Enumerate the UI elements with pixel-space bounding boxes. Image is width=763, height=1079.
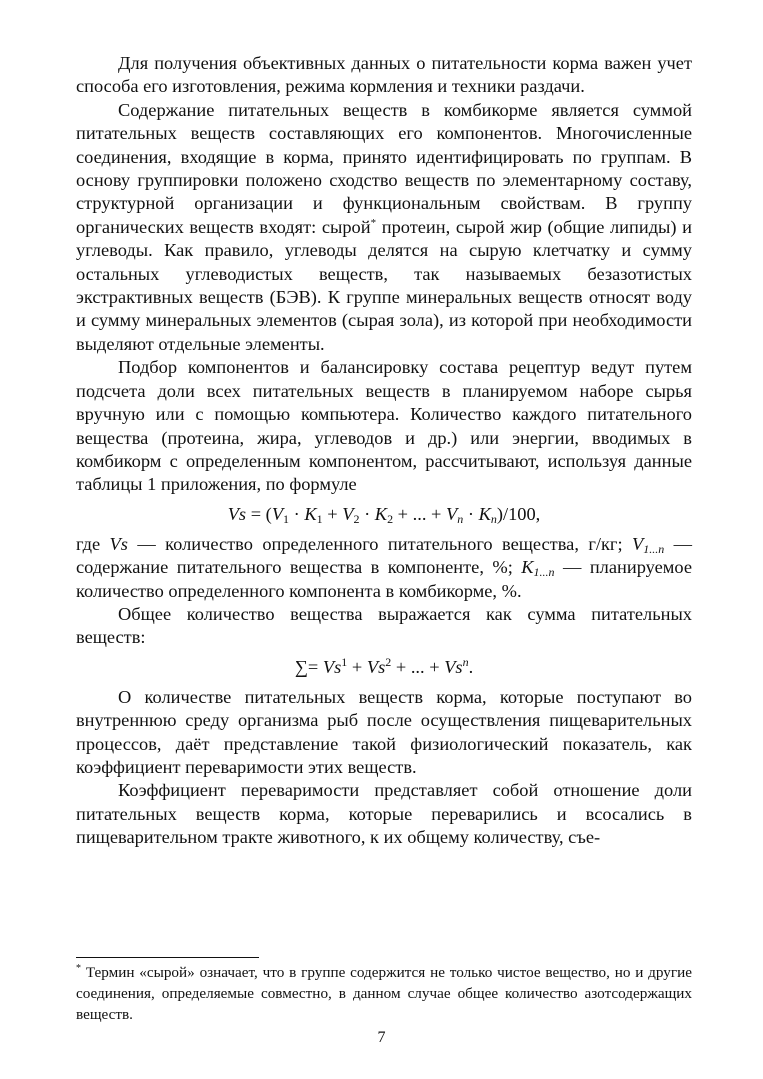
footnote-marker: * — [370, 216, 377, 229]
formula-sum: ∑= $Vs^1 + Vs^2$ + ... + $Vs^n$. — [294, 654, 474, 677]
page-body — [76, 52, 692, 850]
paragraph-formula-legend: где Vs — количество определенного питательного вещества, г/кг; $V_{1...n}$ — содержание питательного вещества в компоненте, %; $K_{1...n}$ — планируемое количество определенного компонента в комбикорме, %. — [76, 533, 692, 601]
paragraph-digestibility-intro: О количестве питательных веществ корма, которые поступают во внутреннюю среду организма рыб после осуществления пищеварительных процессов, даёт представление такой физиологический показатель, как коэффициент переваримости этих веществ. — [76, 686, 692, 777]
paragraph-text: протеин, сырой жир (общие липиды) и углеводы. Как правило, углеводы делятся на сырую клетчатку и сумму остальных углеводистых веществ, так называемых безазотистых экстрактивных веществ (БЭВ). К группе минеральных веществ относят воду и сумму минеральных элементов (сырая зола), из которой при необходимости выделяют отдельные элементы. — [76, 216, 692, 354]
formula-vs: $Vs = (V_1 \cdot K_1 + V_2 \cdot K_2$ + ... + $V_n \cdot K_n)/100$, — [227, 503, 541, 526]
paragraph-preparation: Для получения объективных данных о питательности корма важен учет способа его изготовления, режима кормления и техники раздачи. — [76, 53, 692, 97]
paragraph-nutrient-groups — [76, 99, 692, 356]
page-number: 7 — [377, 1029, 386, 1046]
paragraph-text: Содержание питательных веществ в комбикорме является суммой питательных веществ составляющих его компонентов. Многочисленные соединения, входящие в корма, принято идентифицировать по группам. В основу группировки положено сходство веществ по элементарному составу, структурной организации и функциональным свойствам. В группу органических веществ входят: сырой — [76, 99, 692, 237]
footnote-divider — [76, 957, 259, 958]
paragraph-digestibility-coefficient: Коэффициент переваримости представляет собой отношение доли питательных веществ корма, которые переварились и всосались в пищеварительном тракте животного, к их общему количеству, съе- — [76, 780, 692, 848]
footnote — [76, 962, 692, 1026]
footnote-text: Термин «сырой» означает, что в группе содержится не только чистое вещество, но и другие соединения, определяемые совместно, в данном случае общее количество азотсодержащих веществ. — [76, 964, 692, 1024]
paragraph-recipe-balancing: Подбор компонентов и балансировку состава рецептур ведут путем подсчета доли всех питательных веществ в планируемом наборе сырья вручную или с помощью компьютера. Количество каждого питательного вещества (протеина, жира, углеводов и др.) или энергии, вводимых в комбикорм с определенным компонентом, рассчитывают, используя данные таблицы 1 приложения, по формуле — [76, 357, 692, 495]
paragraph-total-sum: Общее количество вещества выражается как сумма питательных веществ: — [76, 603, 692, 648]
footnote-mark: * — [76, 963, 81, 974]
